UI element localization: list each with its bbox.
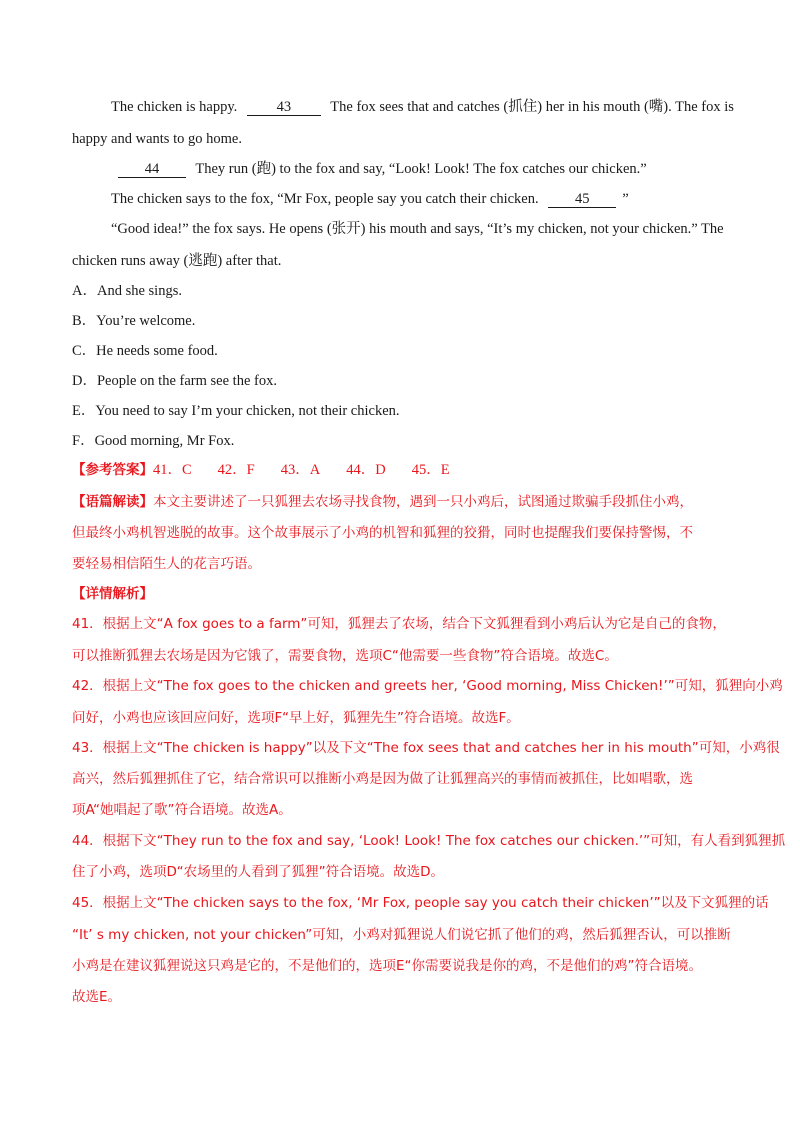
passage-paragraph-3	[111, 189, 771, 209]
interpretation-text: 本文主要讲述了一只狐狸去农场寻找食物，遇到一只小鸡后，试图通过欺骗手段抓住小鸡，	[153, 494, 693, 510]
blank-43: 43	[247, 99, 321, 116]
passage-paragraph-2	[112, 159, 772, 179]
passage-text: They run (跑) to the fox and say, “Look! Look! The fox catches our chicken.”	[195, 161, 647, 177]
interpretation-line-1	[72, 492, 732, 512]
answer-44: 44．D	[346, 462, 386, 478]
answer-41: 41．C	[153, 462, 192, 478]
option-b: B．You’re welcome.	[72, 313, 196, 329]
blank-45: 45	[548, 191, 616, 208]
analysis-41-line-2: 可以推断狐狸去农场是因为它饿了，需要食物，选项C“他需要一些食物”符合语境。故选C。	[72, 648, 618, 664]
analysis-44-line-1: 44．根据下文“They run to the fox and say, ‘Look! Look! The fox catches our chicken.’”可知，有人看到狐狸抓	[72, 833, 786, 849]
interpretation-line-2: 但最终小鸡机智逃脱的故事。这个故事展示了小鸡的机智和狐狸的狡猾，同时也提醒我们要保持警惕，不	[72, 525, 693, 541]
answer-42: 42．F	[217, 462, 255, 478]
answer-43: 43．A	[280, 462, 321, 478]
analysis-41-line-1: 41．根据上文“A fox goes to a farm”可知，狐狸去了农场，结合下文狐狸看到小鸡后认为它是自己的食物，	[72, 616, 726, 632]
analysis-45-line-2: “It’ s my chicken, not your chicken”可知，小鸡对狐狸说人们说它抓了他们的鸡，然后狐狸否认，可以推断	[72, 927, 731, 943]
analysis-43-line-3: 项A“她唱起了歌”符合语境。故选A。	[72, 802, 292, 818]
passage-text: The chicken says to the fox, “Mr Fox, people say you catch their chicken.	[111, 191, 539, 207]
answer-key	[72, 460, 732, 480]
analysis-label: 【详情解析】	[72, 586, 153, 602]
analysis-45-line-3: 小鸡是在建议狐狸说这只鸡是它的，不是他们的，选项E“你需要说我是你的鸡，不是他们的鸡”符合语境。	[72, 958, 703, 974]
passage-paragraph-4-cont	[72, 251, 732, 271]
passage-paragraph-4	[111, 219, 771, 239]
option-c: C．He needs some food.	[72, 343, 218, 359]
answer-45: 45．E	[411, 462, 450, 478]
option-a: A．And she sings.	[72, 283, 182, 299]
passage-text: The chicken is happy.	[111, 99, 238, 115]
answer-label: 【参考答案】	[72, 462, 153, 478]
passage-text: “Good idea!” the fox says. He opens (张开) his mouth and says, “It’s my chicken, not your chicken.” The	[111, 221, 724, 237]
passage-paragraph-1	[111, 97, 771, 117]
interpretation-label: 【语篇解读】	[72, 494, 153, 510]
option-f: F．Good morning, Mr Fox.	[72, 433, 235, 449]
analysis-43-line-1: 43．根据上文“The chicken is happy”以及下文“The fox sees that and catches her in his mouth”可知，小鸡很	[72, 740, 780, 756]
option-e: E．You need to say I’m your chicken, not their chicken.	[72, 403, 400, 419]
passage-text: ”	[622, 191, 629, 207]
analysis-42-line-1: 42．根据上文“The fox goes to the chicken and greets her, ‘Good morning, Miss Chicken!’”可知，狐狸向小鸡	[72, 678, 783, 694]
analysis-43-line-2: 高兴，然后狐狸抓住了它，结合常识可以推断小鸡是因为做了让狐狸高兴的事情而被抓住，比如唱歌，选	[72, 771, 693, 787]
analysis-45-line-1: 45．根据上文“The chicken says to the fox, ‘Mr Fox, people say you catch their chicken’”以及下文狐狸的话	[72, 895, 769, 911]
option-d: D．People on the farm see the fox.	[72, 373, 277, 389]
passage-paragraph-1-cont	[72, 129, 732, 149]
passage-text: chicken runs away (逃跑) after that.	[72, 253, 282, 269]
interpretation-line-3: 要轻易相信陌生人的花言巧语。	[72, 556, 261, 572]
analysis-45-line-4: 故选E。	[72, 989, 122, 1005]
passage-text: The fox sees that and catches (抓住) her in his mouth (嘴). The fox is	[330, 99, 734, 115]
analysis-44-line-2: 住了小鸡，选项D“农场里的人看到了狐狸”符合语境。故选D。	[72, 864, 444, 880]
analysis-42-line-2: 问好，小鸡也应该回应问好，选项F“早上好，狐狸先生”符合语境。故选F。	[72, 710, 520, 726]
passage-text: happy and wants to go home.	[72, 131, 242, 147]
blank-44: 44	[118, 161, 186, 178]
